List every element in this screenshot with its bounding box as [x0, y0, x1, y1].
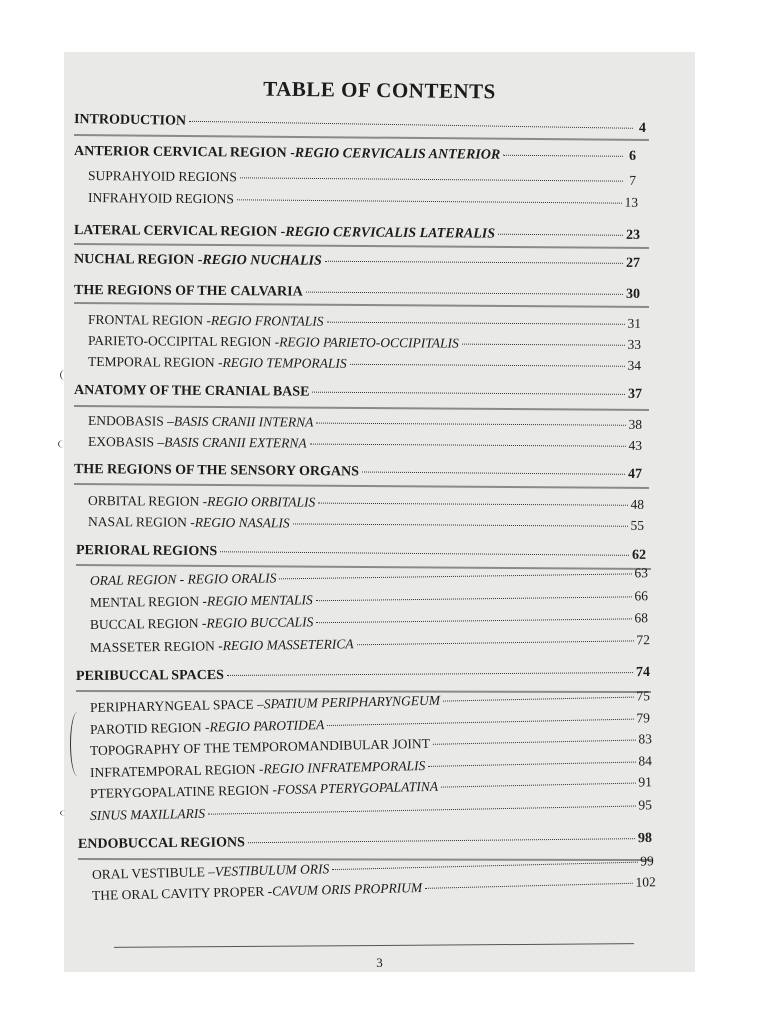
toc-entry-title: MENTAL REGION - [89, 593, 207, 610]
toc-page-number: 66 [634, 588, 649, 604]
toc-subentry[interactable] [90, 610, 648, 633]
toc-page-number: 98 [637, 830, 653, 847]
toc-entry-title: TEMPORAL REGION - [87, 354, 223, 370]
section-divider [74, 483, 649, 489]
toc-section-heading[interactable] [74, 283, 640, 303]
toc-page-number: 23 [625, 227, 641, 243]
toc-entry-latin-title: VESTIBULUM ORIS [214, 861, 330, 879]
toc-entry-title: ORAL VESTIBULE – [91, 863, 216, 882]
dot-leader [316, 596, 632, 601]
toc-subentry[interactable] [88, 413, 642, 433]
dot-leader [279, 573, 631, 579]
pen-bracket-mark [70, 712, 85, 776]
dot-leader [332, 862, 637, 870]
toc-entry-latin-title: REGIO BUCCALIS [206, 614, 314, 631]
toc-entry-title: ENDOBUCCAL REGIONS [77, 835, 245, 852]
toc-entry-title: PARIETO-OCCIPITAL REGION - [87, 333, 280, 350]
toc-subentry[interactable] [88, 312, 641, 332]
toc-entry-title: SUPRAHYOID REGIONS [87, 168, 237, 185]
toc-page-number: 95 [638, 797, 653, 813]
toc-entry-latin-title: REGIO PAROTIDEA [209, 717, 325, 735]
toc-entry-latin-title: CAVUM ORIS PROPRIUM [272, 879, 423, 899]
dot-leader [462, 344, 625, 346]
toc-subentry[interactable] [88, 354, 641, 374]
toc-page-number: 13 [624, 194, 639, 210]
toc-subentry[interactable] [90, 632, 650, 656]
toc-entry-latin-title: REGIO NASALIS [194, 514, 290, 531]
toc-section-heading[interactable] [78, 831, 652, 853]
toc-page-number: 27 [625, 255, 641, 271]
pen-mark-1 [60, 370, 69, 380]
toc-page-number: 37 [627, 386, 643, 402]
section-divider [74, 405, 649, 411]
dot-leader [503, 155, 623, 157]
toc-page-number: 31 [627, 315, 642, 331]
toc-section-heading[interactable] [76, 543, 646, 564]
dot-leader [208, 806, 635, 815]
dot-leader [237, 199, 622, 203]
toc-entry-latin-title: REGIO TEMPORALIS [222, 354, 347, 371]
toc-entry-latin-title: REGIO ORBITALIS [207, 493, 316, 510]
toc-subentry[interactable] [88, 168, 636, 189]
dot-leader [327, 719, 633, 726]
toc-entry-title: NUCHAL REGION - [73, 252, 203, 268]
toc-entry-title: TOPOGRAPHY OF THE TEMPOROMANDIBULAR JOINT [89, 735, 431, 758]
pen-mark-2 [58, 440, 69, 448]
pen-mark-3 [60, 810, 71, 816]
toc-page-number: 102 [635, 874, 657, 890]
toc-section-heading[interactable] [74, 112, 646, 137]
toc-page-number: 63 [634, 565, 649, 581]
toc-entry-latin-title: BASIS CRANII EXTERNA [164, 434, 307, 451]
toc-page-number: 75 [636, 688, 651, 704]
dot-leader [189, 121, 633, 129]
dot-leader [428, 762, 635, 767]
toc-entry-latin-title: REGIO NUCHALIS [202, 252, 322, 269]
dot-leader [325, 261, 623, 264]
toc-section-heading[interactable] [74, 252, 640, 272]
toc-entry-title: PERIORAL REGIONS [75, 543, 218, 560]
toc-page-number: 99 [640, 853, 655, 869]
toc-entry-title: INFRAHYOID REGIONS [87, 190, 234, 207]
toc-entry-title: ORBITAL REGION - [87, 493, 208, 509]
dot-leader [310, 444, 626, 447]
toc-entry-title: PAROTID REGION - [89, 719, 210, 737]
dot-leader [306, 292, 623, 295]
toc-entry-latin-title: REGIO INFRATEMPORALIS [263, 757, 426, 777]
toc-section-heading[interactable] [74, 223, 640, 244]
toc-page-number: 83 [638, 731, 653, 747]
toc-subentry[interactable] [88, 190, 638, 211]
toc-page-number: 74 [635, 664, 651, 681]
toc-page-number: 84 [638, 753, 653, 769]
toc-page-number: 38 [628, 416, 643, 432]
toc-entry-title: MASSETER REGION - [89, 638, 223, 655]
toc-entry-title: PERIPHARYNGEAL SPACE – [89, 696, 264, 715]
dot-leader [312, 392, 625, 395]
dot-leader [293, 523, 628, 526]
dot-leader [316, 618, 631, 623]
toc-entry-title: THE REGIONS OF THE CALVARIA [73, 283, 303, 300]
toc-entry-title: ENDOBASIS – [87, 413, 174, 429]
toc-entry-latin-title: REGIO PARIETO-OCCIPITALIS [279, 334, 459, 351]
toc-entry-latin-title: REGIO FRONTALIS [210, 312, 324, 329]
toc-page-number: 6 [628, 148, 637, 164]
toc-entry-latin-title: ORAL REGION - REGIO ORALIS [89, 570, 277, 588]
toc-entry-latin-title: REGIO MENTALIS [206, 592, 313, 609]
dot-leader [498, 234, 623, 236]
toc-entry-title: ANTERIOR CERVICAL REGION - [73, 144, 295, 161]
section-divider [74, 302, 649, 308]
toc-entry-title: INTRODUCTION [73, 112, 187, 129]
dot-leader [227, 672, 633, 676]
toc-page-number: 43 [628, 437, 643, 453]
dot-leader [316, 423, 625, 426]
toc-subentry[interactable] [88, 493, 644, 513]
section-divider [74, 243, 649, 249]
toc-page-number: 72 [636, 632, 651, 648]
toc-entry-latin-title: SPATIUM PERIPHARYNGEUM [263, 692, 441, 712]
toc-entry-title: INFRATEMPORAL REGION - [89, 761, 264, 780]
dot-leader [362, 472, 625, 475]
toc-entry-title: PERIBUCCAL SPACES [75, 667, 224, 684]
toc-subentry[interactable] [88, 434, 642, 454]
toc-page-number: 30 [625, 286, 641, 302]
toc-entry-latin-title: REGIO CERVICALIS ANTERIOR [294, 145, 501, 163]
dot-leader [357, 640, 634, 645]
toc-page-number: 68 [634, 610, 649, 626]
toc-entry-latin-title: SINUS MAXILLARIS [89, 805, 206, 823]
dot-leader [443, 697, 633, 702]
toc-entry-title: BUCCAL REGION - [89, 615, 207, 632]
toc-page-number: 33 [627, 336, 642, 352]
toc-entry-latin-title: REGIO CERVICALIS LATERALIS [285, 224, 496, 242]
toc-subentry[interactable] [88, 514, 644, 534]
toc-section-heading[interactable] [76, 665, 650, 685]
dot-leader [425, 883, 632, 889]
toc-page-number: 34 [627, 357, 642, 373]
toc-list [64, 52, 695, 972]
toc-page-number: 4 [638, 120, 647, 136]
toc-subentry[interactable] [90, 588, 648, 611]
toc-entry-title: LATERAL CERVICAL REGION - [73, 223, 286, 240]
toc-section-heading[interactable] [74, 462, 642, 483]
toc-subentry[interactable] [90, 797, 652, 824]
dot-leader [248, 838, 635, 843]
page-number: 3 [376, 955, 383, 970]
toc-entry-title: EXOBASIS – [87, 434, 165, 450]
toc-page-number: 91 [638, 774, 653, 790]
toc-page-number: 79 [636, 710, 651, 726]
page-title: TABLE OF CONTENTS [263, 76, 496, 104]
dot-leader [433, 740, 635, 745]
toc-entry-title: PTERYGOPALATINE REGION - [89, 782, 278, 801]
toc-section-heading[interactable] [74, 144, 636, 165]
toc-entry-title: NASAL REGION - [87, 514, 195, 530]
dot-leader [327, 322, 625, 325]
toc-entry-title: THE ORAL CAVITY PROPER - [91, 883, 273, 903]
toc-entry-latin-title: BASIS CRANII INTERNA [173, 413, 314, 430]
dot-leader [318, 503, 627, 506]
toc-entry-title: ANATOMY OF THE CRANIAL BASE [73, 383, 310, 400]
dot-leader [441, 783, 635, 788]
document-page [64, 52, 695, 972]
toc-page-number: 48 [630, 496, 645, 512]
dot-leader [240, 177, 623, 181]
toc-page-number: 62 [631, 547, 647, 563]
toc-entry-title: FRONTAL REGION - [87, 312, 211, 328]
toc-page-number: 55 [630, 517, 645, 533]
toc-page-number: 7 [629, 172, 637, 188]
dot-leader [220, 551, 629, 556]
toc-entry-title: THE REGIONS OF THE SENSORY ORGANS [73, 462, 359, 480]
toc-entry-latin-title: REGIO MASSETERICA [222, 636, 354, 654]
toc-entry-latin-title: FOSSA PTERYGOPALATINA [276, 778, 439, 798]
dot-leader [350, 364, 625, 367]
toc-page-number: 47 [627, 466, 643, 482]
toc-subentry[interactable] [90, 565, 648, 589]
toc-section-heading[interactable] [74, 383, 642, 403]
toc-subentry[interactable] [88, 333, 641, 353]
